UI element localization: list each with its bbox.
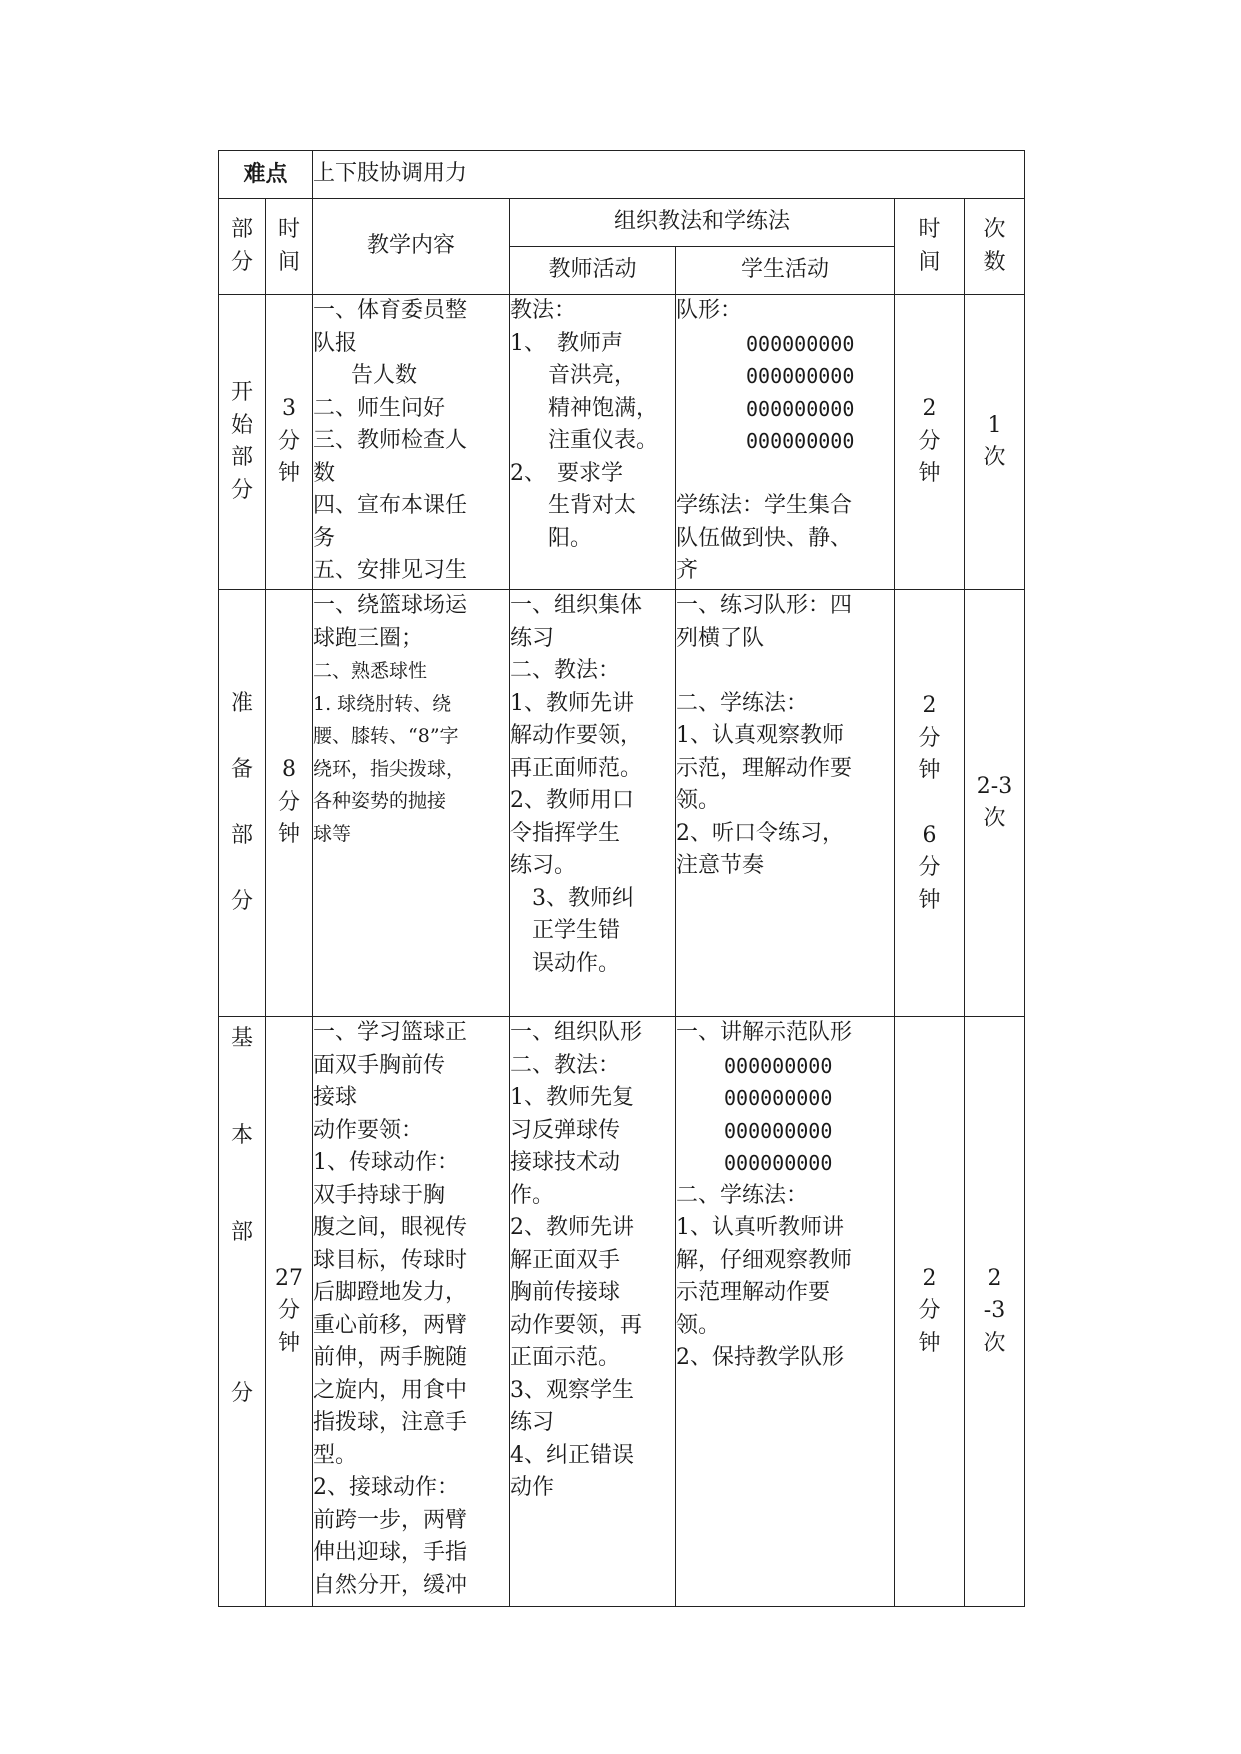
section-row-prepare — [219, 590, 1025, 1017]
section-student: 队形： 000000000 000000000 000000000 000000000 学练法：学生集合 队伍做到快、静、 齐 — [676, 295, 895, 590]
header-teacher: 教师活动 — [510, 247, 676, 295]
header-duration: 时 间 — [895, 199, 965, 295]
section-content: 一、学习篮球正 面双手胸前传 接球 动作要领： 1、传球动作： 双手持球于胸 腹之间，眼视传 球目标，传球时 后脚蹬地发力， 重心前移，两臂 前伸，两手腕随 之旋内，用食中 指拨球，注意手 型。 2、接球动作： 前跨一步，两臂 伸出迎球，手指 自然分开，缓冲 — [313, 1017, 510, 1607]
section-times: 1 次 — [965, 295, 1025, 590]
section-row-start — [219, 295, 1025, 590]
section-duration: 2 分 钟 — [895, 1017, 965, 1607]
formation-row: 000000000 — [746, 364, 855, 388]
section-teacher: 一、组织集体 练习 二、教法： 1、教师先讲 解动作要领， 再正面师范。 2、教师用口 令指挥学生 练习。 3、教师纠 正学生错 误动作。 — [510, 590, 676, 1017]
difficulty-label: 难点 — [219, 151, 313, 199]
section-part: 准 备 部 分 — [219, 590, 266, 1017]
header-row-1 — [219, 199, 1025, 247]
formation-row: 000000000 — [724, 1086, 833, 1110]
header-part: 部 分 — [219, 199, 266, 295]
formation-row: 000000000 — [746, 396, 855, 421]
section-part: 基 本 部 分 — [219, 1017, 266, 1607]
section-content: 一、体育委员整 队报 告人数 二、师生问好 三、教师检查人 数 四、宣布本课任 务 五、安排见习生 — [313, 295, 510, 590]
difficulty-value: 上下肢协调用力 — [313, 151, 1025, 199]
section-time: 27 分 钟 — [266, 1017, 313, 1607]
formation-row: 000000000 — [724, 1118, 833, 1143]
formation-row: 000000000 — [724, 1151, 833, 1175]
section-duration: 2 分 钟 — [895, 295, 965, 590]
section-teacher: 一、组织队形 二、教法： 1、教师先复 习反弹球传 接球技术动 作。 2、教师先讲 解正面双手 胸前传接球 动作要领，再 正面示范。 3、观察学生 练习 4、纠正错误 动作 — [510, 1017, 676, 1607]
section-student: 一、练习队形：四 列横了队 二、学练法： 1、认真观察教师 示范，理解动作要 领。 2、听口令练习， 注意节奏 — [676, 590, 895, 1017]
section-row-basic — [219, 1017, 1025, 1607]
section-times: 2-3 次 — [965, 590, 1025, 1017]
section-duration: 2 分 钟 6 分 钟 — [895, 590, 965, 1017]
header-times: 次 数 — [965, 199, 1025, 295]
section-part: 开 始 部 分 — [219, 295, 266, 590]
formation-row: 000000000 — [746, 429, 855, 453]
difficulty-row — [219, 151, 1025, 199]
section-student: 一、讲解示范队形 000000000 000000000 000000000 000000000 二、学练法： 1、认真听教师讲 解，仔细观察教师 示范理解动作要 领。 2、保持教学队形 — [676, 1017, 895, 1607]
formation-row: 000000000 — [724, 1053, 833, 1078]
formation-row: 000000000 — [746, 331, 855, 356]
section-teacher: 教法： 1、 教师声 音洪亮， 精神饱满， 注重仪表。 2、 要求学 生背对太 阳。 — [510, 295, 676, 590]
header-method-group: 组织教法和学练法 — [510, 199, 895, 247]
section-time: 3 分 钟 — [266, 295, 313, 590]
header-student: 学生活动 — [676, 247, 895, 295]
section-time: 8 分 钟 — [266, 590, 313, 1017]
lesson-plan-table — [218, 150, 1025, 1607]
section-times: 2 -3 次 — [965, 1017, 1025, 1607]
section-content: 一、绕篮球场运 球跑三圈； 二、熟悉球性 1. 球绕肘转、绕 腰、膝转、“8”字 绕环，指尖拨球， 各种姿势的抛接 球等 — [313, 590, 510, 1017]
header-content: 教学内容 — [313, 199, 510, 295]
header-time: 时 间 — [266, 199, 313, 295]
